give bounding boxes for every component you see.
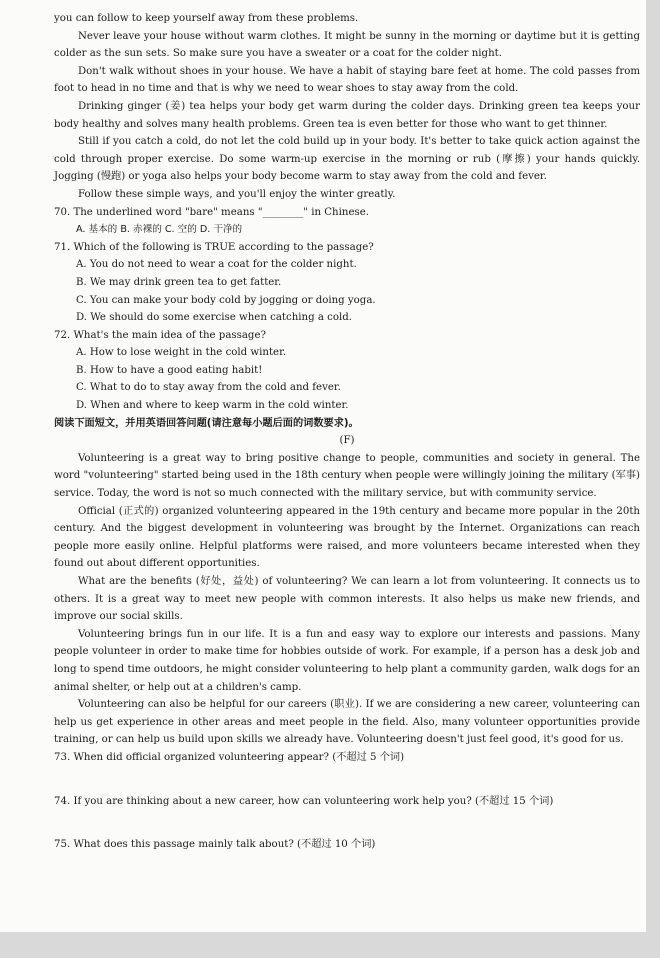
passage-f-paragraph-5: Volunteering can also be helpful for our careers (职业). If we are considering a new career, volunteering can help us get experience in other areas and meet people in the field. Also, many volunteer opportunities provide training, or can help us build upon skills we already have. Volunteering doesn't just feel good, it's good for us. (54, 699, 640, 746)
question-71-stem: 71. Which of the following is TRUE according to the passage? (54, 241, 374, 253)
passage-f-paragraph-1: Volunteering is a great way to bring positive change to people, communities and society in general. The word "volunteering" started being used in the 18th century when people were willingly joining the military (军事) service. Today, the word is not so much connected with the military service, but with community service. (54, 452, 640, 500)
question-71-option-c: C. You can make your body cold by jogging or doing yoga. (76, 294, 376, 306)
answer-space-75[interactable] (54, 854, 640, 866)
question-72-option-b: B. How to have a good eating habit! (76, 364, 263, 376)
passage-f-paragraph-4: Volunteering brings fun in our life. It is a fun and easy way to explore our interests and passions. Many people volunteer in order to make time for hobbies outside of work. For example, if a person has a desk job and long to spend time outdoors, he might consider volunteering to help plant a community garden, walk dogs for an animal shelter, or help out at a children's camp. (54, 628, 640, 693)
passage-f-paragraph-2: Official (正式的) organized volunteering appeared in the 19th century and became more popular in the 20th century. And the biggest development in volunteering was brought by the Internet. Organizations can reach people more easily online. Helpful platforms were raised, and more volunteers became interested when they found out about different opportunities. (54, 505, 640, 570)
passage-e-paragraph-4: Still if you catch a cold, do not let the cold build up in your body. It's better to take quick action against the cold through proper exercise. Do some warm-up exercise in the morning or rub (摩擦) your hands quickly. Jogging (慢跑) or yoga also helps your body become warm to stay away from the cold and fever. (54, 136, 640, 183)
answer-space-73[interactable] (54, 767, 640, 793)
passage-e-paragraph-5: Follow these simple ways, and you'll enjoy the winter greatly. (78, 188, 396, 200)
section-instruction: 阅读下面短文，并用英语回答问题(请注意每小题后面的词数要求)。 (54, 417, 359, 429)
question-72-option-d: D. When and where to keep warm in the cold winter. (76, 400, 349, 412)
question-71-option-b: B. We may drink green tea to get fatter. (76, 276, 282, 288)
question-72-option-a: A. How to lose weight in the cold winter. (76, 347, 287, 359)
question-70 (54, 204, 640, 239)
question-72-option-c: C. What to do to stay away from the cold and fever. (76, 382, 341, 394)
passage-e-paragraph-2: Don't walk without shoes in your house. We have a habit of staying bare feet at home. The cold passes from foot to head in no time and that is why we need to wear shoes to stay away from the cold. (54, 65, 640, 95)
question-71 (54, 239, 640, 327)
question-72 (54, 327, 640, 415)
question-72-stem: 72. What's the main idea of the passage? (54, 329, 266, 341)
question-71-option-d: D. We should do some exercise when catching a cold. (76, 312, 353, 324)
passage-e-paragraph-3: Drinking ginger (姜) tea helps your body get warm during the colder days. Drinking green tea keeps your body healthy and solves many health problems. Green tea is even better for those who want to get thinner. (54, 100, 640, 130)
question-74: 74. If you are thinking about a new career, how can volunteering work help you? (不超过 15 个词) (54, 795, 554, 807)
question-75: 75. What does this passage mainly talk about? (不超过 10 个词) (54, 839, 376, 851)
question-70-options: A. 基本的 B. 赤裸的 C. 空的 D. 干净的 (76, 224, 243, 236)
page-content (54, 10, 640, 866)
section-label: (F) (339, 435, 355, 447)
question-71-option-a: A. You do not need to wear a coat for the colder night. (76, 259, 357, 271)
question-73: 73. When did official organized volunteering appear? (不超过 5 个词) (54, 751, 405, 763)
passage-e-paragraph-1: Never leave your house without warm clothes. It might be sunny in the morning or daytime but it is getting colder as the sun sets. So make sure you have a sweater or a coat for the colder night. (54, 30, 640, 60)
passage-f-paragraph-3: What are the benefits (好处，益处) of volunteering? We can learn a lot from volunteering. It connects us to others. It is a great way to meet new people with common interests. It also helps us make new friends, and improve our social skills. (54, 576, 640, 623)
question-70-stem: 70. The underlined word "bare" means "________" in Chinese. (54, 206, 369, 218)
answer-space-74[interactable] (54, 810, 640, 836)
passage-e-line-0: you can follow to keep yourself away from these problems. (54, 13, 359, 24)
